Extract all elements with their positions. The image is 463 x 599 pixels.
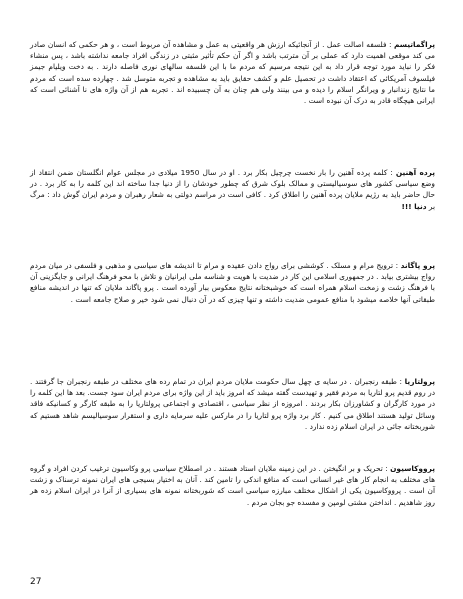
- entry-body: : طبقه رنجبران . در سایه ی چهل سال حکومت ملایان مردم ایران در تمام رده های مختلف در طبقه رنجبران جا گرفتند . در روم قدیم پرو لتاریا به مردم فقیر و تهیدست گفته میشد که امروز باید از این واژه برای مردم ایران سود جست. بعد ها این کلمه را در مورد کارگران و کشاورزان بکار بردند . امروزه از نظر سیاسی ، اقتصادی و اجتماعی پرولتاریا را به طبقه کارگر و کسانیکه فاقد وسائل تولید هستند اطلاق می کنیم . کار برد واژه پرو لتاریا را در مارکس علیه سرمایه داری و استقرار سوسیالیسم شاهد هستیم که شوربختانه جائی در ایران اسلام زده ندارد .: [30, 377, 435, 431]
- glossary-entry-propaganda: [30, 260, 435, 305]
- entry-emphasis: دنیا !!!: [401, 201, 427, 211]
- entry-term: پرووکاسیون: [390, 464, 435, 473]
- entry-body: : تحریک و بر انگیختن . در این زمینه ملایان استاد هستند . در اصطلاح سیاسی پرو وکاسیون ترغیب کردن افراد و گروه های مختلف به انجام کار های غیر انسانی است که منافع اندکی را تامین کند . آنان به اختیار بسیجی های ایران نمونه ترسناک و زشت آن است . پرووکاسیون یکی از اشکال مختلف مبارزه سیاسی است که شوربختانه نمونه های بسیاری از آنرا در ایران اسلام زده هر روز شاهدیم . انداختن مشتی لومپن و مفسده جو بجان مردم .: [30, 464, 435, 507]
- entry-term: پرده آهنین: [395, 168, 435, 177]
- glossary-entry-pragmatism: [30, 39, 435, 106]
- entry-body: : کلمه پرده آهنین را بار نخست چرچیل بکار برد . او در سال 1950 میلادی در مجلس عوام انگلستان ضمن انتقاد از وضع سیاسی کشور های سوسیالیستی و ممالک بلوک شرق که چطور خودشان را از دنیا جدا ساخته اند این کلمه را به کار برد . در حال حاضر باید به رژیم ملایان پرده آهنین را اطلاق کرد . کافی است در مراسم دولتی به شعار رهبران و مردم ایران گوش داد : مرگ بر: [30, 168, 435, 211]
- glossary-entry-provocation: [30, 463, 435, 508]
- page-number: 27: [30, 577, 42, 587]
- glossary-entry-iron-curtain: [30, 167, 435, 212]
- entry-term: پرو پاگاند: [400, 261, 435, 270]
- entry-body: : ترویج مرام و مسلک . کوششی برای رواج دادن عقیده و مرام تا اندیشه های سیاسی و مذهبی و فلسفی در میان مردم رواج بیشتری بیابد . در جمهوری اسلامی این کار در ضدیت با هویت و شناسه ملی ایرانیان و تلاش با محو فرهنگ ایرانی و جایگزینی آن با فرهنگ زشت و زمخت اسلام همراه است که خوشبختانه نتایج معکوس ببار آورده است . پرو پاگاند ملایان که تنها در اندیشه منافع طبقاتی آنها خلاصه میشود با منافع عمومی ضدیت داشته و تنها چیزی که در آن دنبال نمی شود خیر و صلاح جامعه است .: [30, 261, 435, 304]
- entry-term: پرولتاریا: [404, 377, 435, 386]
- entry-term: پراگماتیسم: [393, 40, 435, 49]
- glossary-entry-proletariat: [30, 376, 435, 432]
- entry-body: : فلسفه اصالت عمل . از آنجائیکه ارزش هر واقعیتی به عمل و مشاهده آن مربوط است ، و هر حکمی که انسان صادر می کند موقعی اهمیت دارد که عملی بر آن مترتب باشد و اگر آن حکم تأثیر مثبتی در زندگی افراد جامعه نداشته باشد ، پس منشاء فکر را نباید مورد توجه قرار داد به این نتیجه مرسیم که مردم ما با این فلسفه سالهای نوری فاصله دارند . به دخت ویلیام جیمز فیلسوف آمریکائی که اعتقاد داشت در تحصیل علم و کشف حقایق باید به مشاهده و تجربه متوسل شد . چهارده سده است که مردم ما نتایج زندانبار و ویرانگر اسلام را دیده و می بینند ولی هم چنان به آن چسبیده اند . تجربه هم از آن واژه های نا آشنائی است که ایرانی هیچگاه قادر به درک آن نبوده است .: [30, 40, 435, 106]
